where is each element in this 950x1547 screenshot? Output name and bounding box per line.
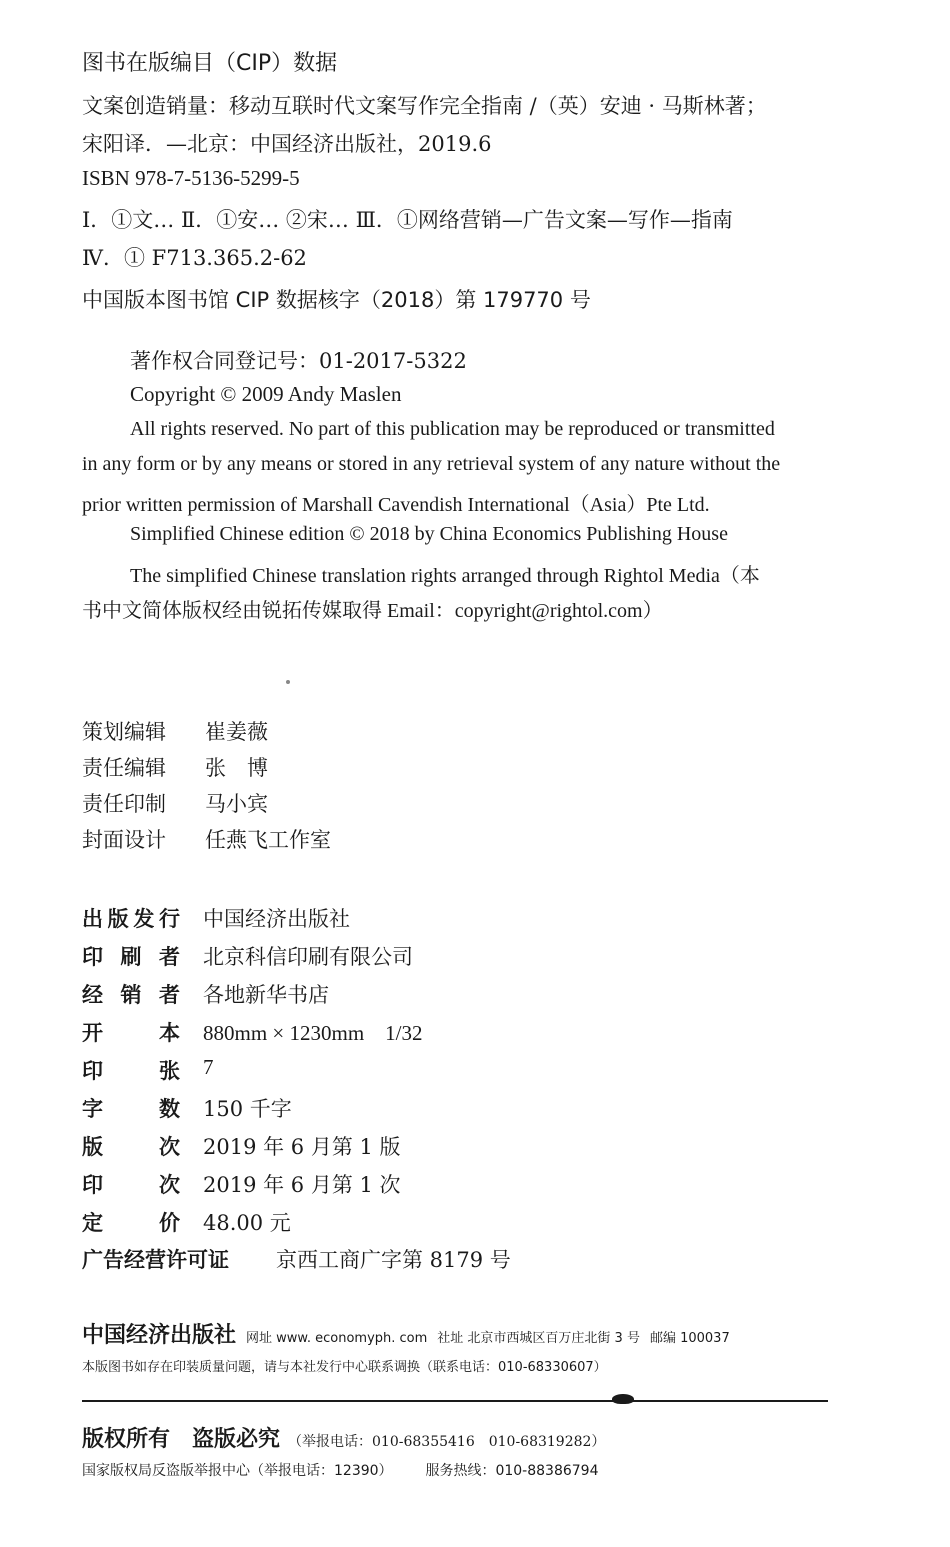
cip-isbn: ISBN 978-7-5136-5299-5 xyxy=(82,166,300,190)
edition-line: Simplified Chinese edition © 2018 by China Economics Publishing House xyxy=(130,523,728,545)
credit-value: 张 博 xyxy=(205,756,268,780)
rights-line: prior written permission of Marshall Cavendish International（Asia）Pte Ltd. xyxy=(82,494,710,516)
pub-value-printer: 北京科信印刷有限公司 xyxy=(203,945,413,969)
cip-heading: 图书在版编目（CIP）数据 xyxy=(82,51,338,76)
credit-value: 任燕飞工作室 xyxy=(205,828,331,852)
credit-value: 马小宾 xyxy=(205,792,268,816)
cip-line: 文案创造销量：移动互联时代文案写作完全指南 /（英）安迪 · 马斯林著； xyxy=(82,94,767,118)
copyright-owner: Copyright © 2009 Andy Maslen xyxy=(130,382,402,406)
cip-line: Ⅰ．①文… Ⅱ．①安… ②宋… Ⅲ．①网络营销—广告文案—写作—指南 xyxy=(82,208,733,232)
credit-value: 崔姜薇 xyxy=(205,720,268,744)
credit-label: 责任编辑 xyxy=(82,756,166,780)
footer-divider xyxy=(82,1400,828,1402)
rights-line: All rights reserved. No part of this publication may be reproduced or transmitted xyxy=(130,418,775,440)
copyright-registration: 著作权合同登记号：01-2017-5322 xyxy=(130,349,467,373)
credit-label: 策划编辑 xyxy=(82,720,166,744)
cip-line: Ⅳ．① F713.365.2-62 xyxy=(82,246,307,270)
pub-value-edition: 2019 年 6 月第 1 版 xyxy=(203,1135,401,1159)
cip-verification: 中国版本图书馆 CIP 数据核字（2018）第 179770 号 xyxy=(82,288,591,312)
footer-rights xyxy=(82,1422,605,1453)
cip-line: 宋阳译．—北京：中国经济出版社，2019.6 xyxy=(82,132,492,156)
license-value: 京西工商广字第 8179 号 xyxy=(276,1248,511,1272)
pub-label-sheets: 印 张 xyxy=(82,1059,180,1083)
pub-label-printing: 印 次 xyxy=(82,1173,180,1197)
translation-line: The simplified Chinese translation rights arranged through Rightol Media（本 xyxy=(130,565,760,587)
pub-label-price: 定 价 xyxy=(82,1211,180,1235)
license-label: 广告经营许可证 xyxy=(82,1248,229,1272)
pub-value-printing: 2019 年 6 月第 1 次 xyxy=(203,1173,401,1197)
pub-label-distributor: 经 销 者 xyxy=(82,983,180,1007)
pub-value-sheets: 7 xyxy=(203,1055,214,1079)
pub-value-price: 48.00 元 xyxy=(203,1211,291,1235)
speck xyxy=(286,680,290,684)
pub-value-distributor: 各地新华书店 xyxy=(203,983,329,1007)
rights-line: in any form or by any means or stored in any retrieval system of any nature without the xyxy=(82,453,781,475)
footer-anti-piracy xyxy=(82,1460,598,1480)
pub-value-format: 880mm × 1230mm 1/32 xyxy=(203,1021,423,1045)
credit-label: 责任印制 xyxy=(82,792,166,816)
service-hotline: 服务热线：010-88386794 xyxy=(425,1463,599,1479)
credit-label: 封面设计 xyxy=(82,828,166,852)
divider-ornament xyxy=(612,1394,634,1404)
pub-label-wordcount: 字 数 xyxy=(82,1097,180,1121)
pub-value-publisher: 中国经济出版社 xyxy=(203,907,350,931)
footer-website: 网址 www. economyph. com xyxy=(246,1331,428,1346)
translation-line: 书中文简体版权经由锐拓传媒取得 Email：copyright@rightol.com） xyxy=(82,600,663,622)
pub-label-format: 开 本 xyxy=(82,1021,180,1045)
pub-label-printer: 印 刷 者 xyxy=(82,945,180,969)
report-phones: （举报电话：010-68355416 010-68319282） xyxy=(288,1434,606,1450)
footer-quality-note: 本版图书如存在印装质量问题，请与本社发行中心联系调换（联系电话：010-68330607） xyxy=(82,1360,607,1375)
footer-address: 社址 北京市西城区百万庄北街 3 号 xyxy=(437,1331,640,1346)
footer-postcode: 邮编 100037 xyxy=(649,1331,730,1346)
footer-publisher-info xyxy=(82,1318,730,1349)
rights-reserved: 版权所有 盗版必究 xyxy=(82,1426,281,1452)
pub-label-edition: 版 次 xyxy=(82,1135,180,1159)
footer-publisher: 中国经济出版社 xyxy=(82,1322,237,1348)
pub-value-wordcount: 150 千字 xyxy=(203,1097,292,1121)
anti-piracy-center: 国家版权局反盗版举报中心（举报电话：12390） xyxy=(82,1463,393,1479)
pub-label-publisher: 出 版 发 行 xyxy=(82,907,180,931)
